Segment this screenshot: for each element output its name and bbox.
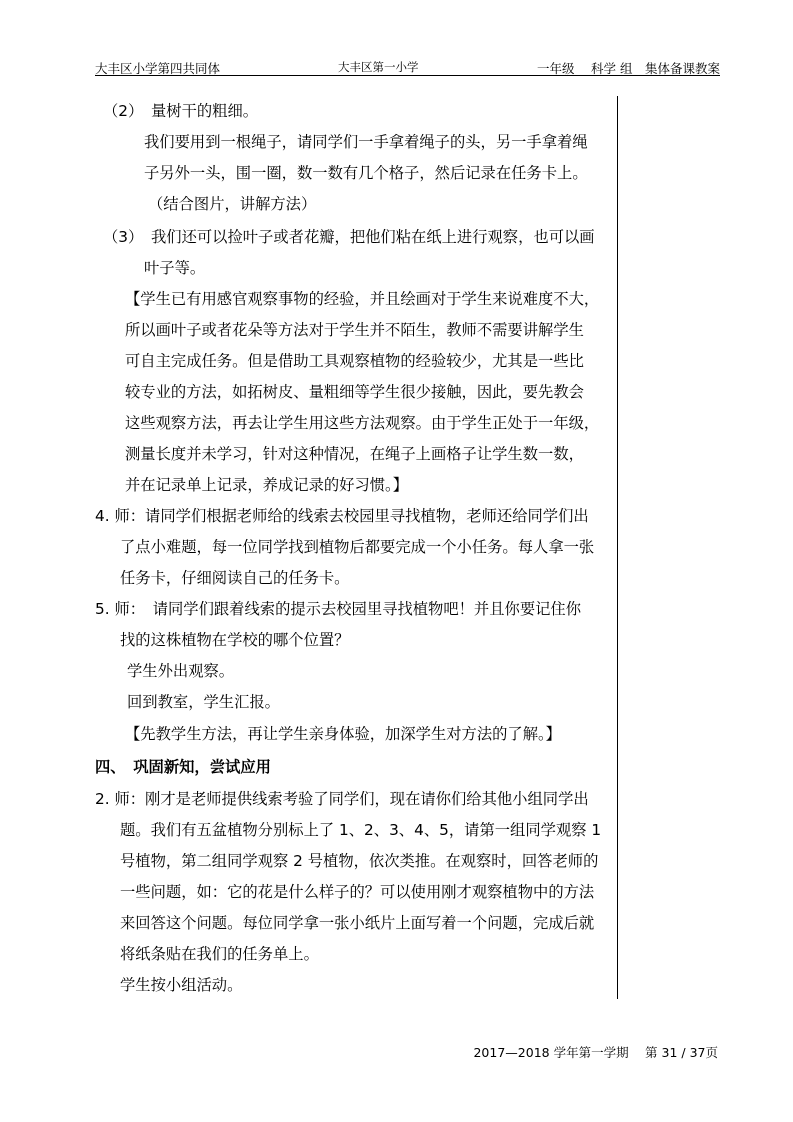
text-line: 测量长度并未学习，针对这种情况，在绳子上画格子让学生数一数， xyxy=(125,445,584,463)
text-line: 将纸条贴在我们的任务单上。 xyxy=(120,945,319,963)
text-line: 4. 师：请同学们根据老师给的线索去校园里寻找植物，老师还给同学们出 xyxy=(95,507,589,525)
text-line: 学生外出观察。 xyxy=(127,662,235,680)
text-line: 题。我们有五盆植物分别标上了 1、2、3、4、5，请第一组同学观察 1 xyxy=(120,821,602,839)
text-line: 了点小难题，每一位同学找到植物后都要完成一个小任务。每人拿一张 xyxy=(120,538,595,556)
text-line: 并在记录单上记录，养成记录的好习惯。】 xyxy=(125,476,408,494)
header-center: 大丰区第一小学 xyxy=(338,60,419,74)
text-line: 【学生已有用感官观察事物的经验，并且绘画对于学生来说难度不大， xyxy=(125,290,600,308)
text-line: 5. 师： 请同学们跟着线索的提示去校园里寻找植物吧！并且你要记住你 xyxy=(95,600,582,618)
text-line: （结合图片，讲解方法） xyxy=(148,195,317,213)
text-line: 较专业的方法，如拓树皮、量粗细等学生很少接触，因此，要先教会 xyxy=(125,383,584,401)
text-line: 2. 师：刚才是老师提供线索考验了同学们，现在请你们给其他小组同学出 xyxy=(95,790,589,808)
content-right-border xyxy=(617,96,618,999)
section-heading: 四、 巩固新知，尝试应用 xyxy=(95,758,271,776)
text-line: （3） 我们还可以捡叶子或者花瓣，把他们粘在纸上进行观察，也可以画 xyxy=(103,228,595,246)
text-line: 来回答这个问题。每位同学拿一张小纸片上面写着一个问题，完成后就 xyxy=(120,914,595,932)
text-line: 号植物，第二组同学观察 2 号植物，依次类推。在观察时，回答老师的 xyxy=(120,852,599,870)
text-line: 所以画叶子或者花朵等方法对于学生并不陌生，教师不需要讲解学生 xyxy=(125,321,584,339)
text-line: （2） 量树干的粗细。 xyxy=(103,102,259,120)
text-line: 回到教室，学生汇报。 xyxy=(127,693,280,711)
text-line: 【先教学生方法，再让学生亲身体验，加深学生对方法的了解。】 xyxy=(125,725,561,743)
page-footer: 2017—2018 学年第一学期 第 31 / 37页 xyxy=(473,1045,718,1060)
header-left: 大丰区小学第四共同体 xyxy=(95,61,221,76)
text-line: 找的这株植物在学校的哪个位置？ xyxy=(120,631,350,649)
text-line: 可自主完成任务。但是借助工具观察植物的经验较少，尤其是一些比 xyxy=(125,352,584,370)
text-line: 我们要用到一根绳子，请同学们一手拿着绳子的头，另一手拿着绳 xyxy=(144,133,588,151)
text-line: 学生按小组活动。 xyxy=(120,976,243,994)
text-line: 子另外一头，围一圈，数一数有几个格子，然后记录在任务卡上。 xyxy=(144,164,588,182)
text-line: 叶子等。 xyxy=(144,259,206,277)
text-line: 这些观察方法，再去让学生用这些方法观察。由于学生正处于一年级， xyxy=(125,414,600,432)
page-header xyxy=(95,57,720,76)
text-line: 一些问题，如：它的花是什么样子的？可以使用刚才观察植物中的方法 xyxy=(120,883,595,901)
text-line: 任务卡，仔细阅读自己的任务卡。 xyxy=(120,569,350,587)
header-right: 一年级 科学 组 集体备课教案 xyxy=(537,61,720,76)
